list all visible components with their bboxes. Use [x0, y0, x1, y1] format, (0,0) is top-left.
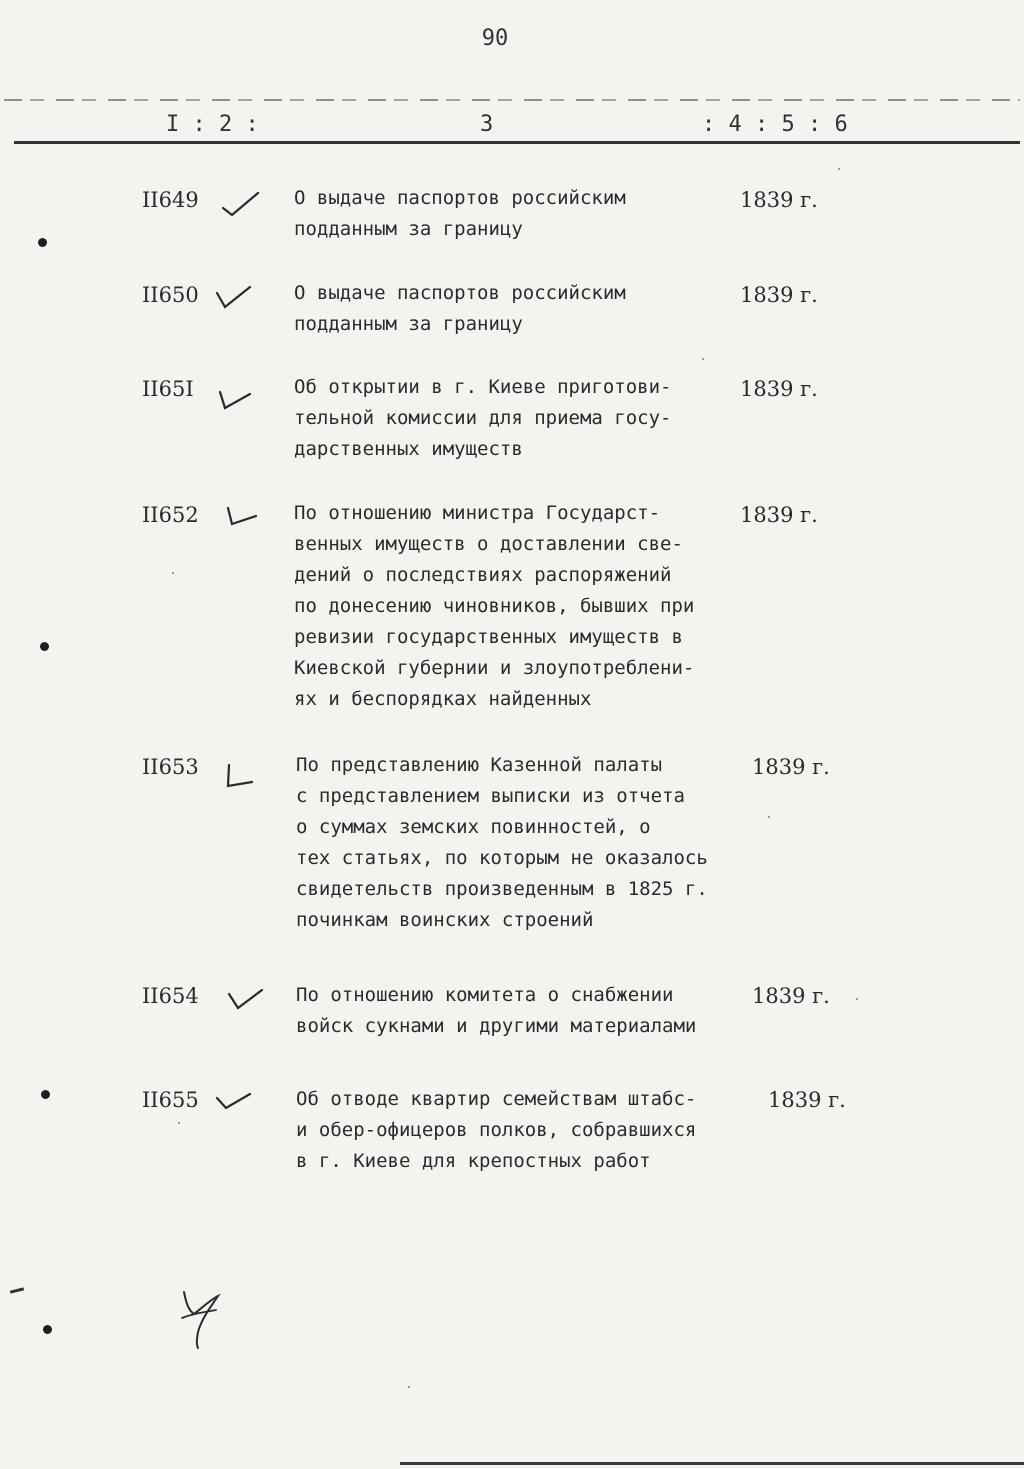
entry-year: 1839 г.: [740, 188, 818, 212]
column-header-4-6: : 4 : 5 : 6: [702, 112, 848, 137]
check-mark-icon: [222, 762, 262, 790]
header-rule: [14, 141, 1020, 144]
paper-speck: [702, 358, 704, 360]
entry-title: По отношению министра Государст- венных имуществ о доставлении све- дений о последствиях распоряжений по донесению чиновников, бывших при ревизии государственных имуществ в Киевской губернии и злоупотреблени- ях и беспорядках найденных: [294, 502, 695, 710]
page-number: 90: [481, 26, 509, 51]
punch-hole: [43, 1325, 52, 1334]
check-mark-icon: [214, 1088, 254, 1116]
check-mark-icon: [226, 986, 266, 1014]
paper-speck: [768, 816, 770, 818]
entry-year: 1839 г.: [752, 984, 830, 1008]
entry-year: 1839 г.: [740, 377, 818, 401]
entry-year: 1839 г.: [768, 1088, 846, 1112]
entry-number: II650: [142, 283, 199, 307]
entry-title: По представлению Казенной палаты с представлением выписки из отчета о суммах земских повинностей, о тех статьях, по которым не оказалось свидетельств произведенным в 1825 г. починкам воинских строений: [296, 754, 708, 931]
punch-hole: [41, 1090, 50, 1099]
column-header-1-2: I : 2 :: [166, 112, 259, 137]
entry-number: II65I: [142, 377, 194, 401]
paper-speck: [408, 1386, 410, 1388]
handwritten-mark-icon: [176, 1288, 226, 1350]
punch-hole: [40, 642, 49, 651]
paper-speck: [838, 168, 840, 170]
margin-dash-mark: [10, 1287, 24, 1293]
check-mark-icon: [220, 190, 260, 218]
entry-title: Об открытии в г. Киеве приготови- тельной комиссии для приема госу- дарственных имуществ: [294, 376, 672, 460]
entry-title: О выдаче паспортов российским подданным за границу: [294, 282, 626, 335]
entry-number: II652: [142, 503, 199, 527]
paper-speck: [856, 998, 858, 1000]
column-header-3: 3: [480, 112, 494, 137]
top-rule: [4, 99, 1020, 101]
entry-year: 1839 г.: [740, 283, 818, 307]
check-mark-icon: [216, 386, 256, 414]
entry-number: II655: [142, 1088, 199, 1112]
entry-number: II649: [142, 188, 199, 212]
check-mark-icon: [222, 504, 262, 532]
entry-title: О выдаче паспортов российским подданным за границу: [294, 187, 626, 240]
paper-speck: [172, 572, 174, 574]
entry-number: II653: [142, 755, 199, 779]
paper-speck: [178, 1122, 180, 1124]
entry-number: II654: [142, 984, 199, 1008]
bottom-rule: [400, 1462, 1024, 1465]
entry-title: По отношению комитета о снабжении войск сукнами и другими материалами: [296, 984, 697, 1037]
punch-hole: [38, 238, 47, 247]
entry-title: Об отводе квартир семействам штабс- и обер-офицеров полков, собравшихся в г. Киеве для крепостных работ: [296, 1088, 697, 1172]
entry-year: 1839 г.: [740, 503, 818, 527]
entry-year: 1839 г.: [752, 755, 830, 779]
check-mark-icon: [214, 283, 254, 311]
